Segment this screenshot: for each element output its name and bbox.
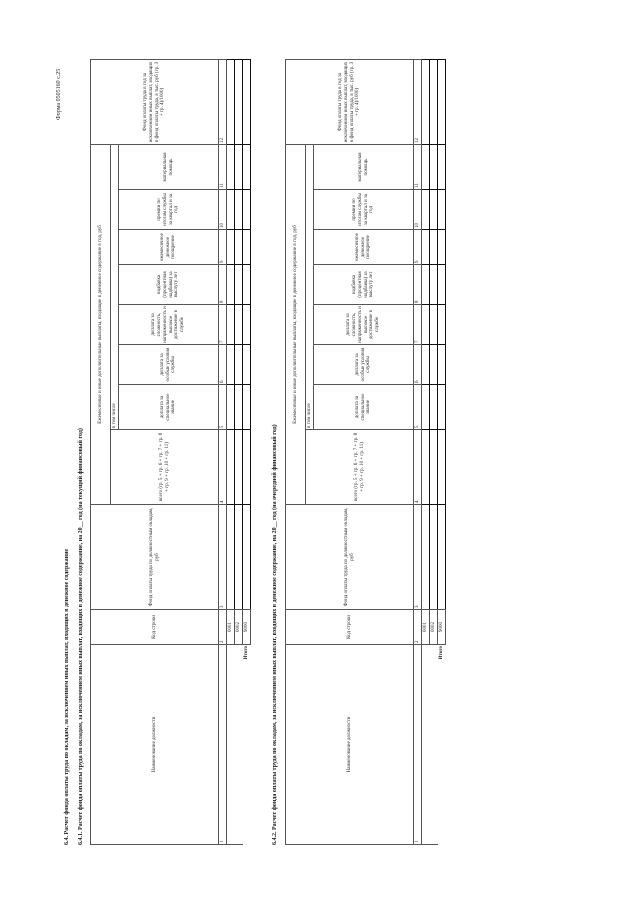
value-cell[interactable] (430, 505, 438, 610)
column-number: 4 (414, 430, 422, 505)
total-value-cell[interactable] (243, 144, 251, 189)
column-number: 6 (414, 345, 422, 385)
header-annual-fund: Фонд оплаты труда в год за исключением иных выплат, входящих в фонд оплаты труда, в тыс. руб (гр. 3 + гр. 4)/1000) (286, 59, 414, 144)
total-value-cell[interactable] (243, 345, 251, 385)
value-cell[interactable] (227, 430, 235, 505)
header-col-5: доплата за специальное звание (119, 385, 219, 430)
total-value-cell[interactable] (243, 59, 251, 144)
value-cell[interactable] (227, 59, 235, 144)
table-row (227, 59, 235, 844)
value-cell[interactable] (422, 505, 430, 610)
total-value-cell[interactable] (438, 144, 446, 189)
header-col-8: надбавка (процентная надбавка) за выслугу лет (119, 265, 219, 305)
header-col-11: материальная помощь (314, 144, 414, 189)
total-code: 9000 (243, 610, 251, 645)
column-number: 5 (219, 385, 227, 430)
header-additional-payments: Ежемесячные и иные дополнительные выплаты, входящие в денежное содержание в год, руб (286, 144, 306, 504)
value-cell[interactable] (227, 265, 235, 305)
value-cell[interactable] (227, 230, 235, 265)
column-number: 8 (414, 265, 422, 305)
value-cell[interactable] (430, 430, 438, 505)
row-code: 0001 (422, 610, 430, 645)
column-number: 11 (219, 144, 227, 189)
value-cell[interactable] (227, 505, 235, 610)
value-cell[interactable] (430, 265, 438, 305)
position-cell (227, 645, 235, 845)
value-cell[interactable] (422, 190, 430, 230)
header-total: всего (гр. 5 + гр. 6 + гр. 7 + гр. 8 + гр. 9 + гр. 10 + гр. 11) (111, 430, 219, 505)
total-value-cell[interactable] (243, 190, 251, 230)
value-cell[interactable] (235, 265, 243, 305)
section-title: 6.4. Расчет фонда оплаты труда по окладам, за исключением иных выплат, входящих в денежное содержание (64, 548, 70, 845)
total-value-cell[interactable] (243, 505, 251, 610)
total-value-cell[interactable] (438, 230, 446, 265)
value-cell[interactable] (235, 385, 243, 430)
header-col-10: премии по итогам службы за квартал и за год (314, 190, 414, 230)
header-col-9: ежемесячное денежное поощрение (314, 230, 414, 265)
value-cell[interactable] (235, 230, 243, 265)
header-including: в том числе (306, 144, 314, 429)
total-value-cell[interactable] (243, 430, 251, 505)
value-cell[interactable] (235, 305, 243, 345)
total-row (243, 59, 251, 844)
total-label: Итого (438, 646, 444, 660)
header-position: Наименование должности (286, 645, 414, 845)
column-number: 6 (219, 345, 227, 385)
column-number: 7 (219, 305, 227, 345)
total-value-cell[interactable] (438, 345, 446, 385)
table2-title: 6.4.2. Расчет фонда оплаты труда по окладам, за исключением иных выплат, входящих в денежное содержание, на 20__ год (на очередной финансовый год) (272, 424, 278, 845)
value-cell[interactable] (430, 305, 438, 345)
total-value-cell[interactable] (243, 265, 251, 305)
header-col-10: премии по итогам службы за квартал и за год (119, 190, 219, 230)
header-col-9: ежемесячное денежное поощрение (119, 230, 219, 265)
position-cell (235, 645, 243, 845)
header-total: всего (гр. 5 + гр. 6 + гр. 7 + гр. 8 + гр. 9 + гр. 10 + гр. 11) (306, 430, 414, 505)
column-number: 10 (414, 190, 422, 230)
row-code: 0002 (235, 610, 243, 645)
value-cell[interactable] (235, 59, 243, 144)
column-number: 3 (219, 505, 227, 610)
header-including: в том числе (111, 144, 119, 429)
total-value-cell[interactable] (438, 265, 446, 305)
column-number: 11 (414, 144, 422, 189)
total-value-cell[interactable] (438, 430, 446, 505)
total-value-cell[interactable] (243, 385, 251, 430)
value-cell[interactable] (227, 305, 235, 345)
header-col-6: доплата за особые условия службы (314, 345, 414, 385)
value-cell[interactable] (430, 230, 438, 265)
table-row (430, 59, 438, 844)
value-cell[interactable] (235, 144, 243, 189)
row-code: 0001 (227, 610, 235, 645)
salary-fund-table-1 (90, 59, 251, 845)
value-cell[interactable] (227, 190, 235, 230)
value-cell[interactable] (422, 59, 430, 144)
total-code: 9000 (438, 610, 446, 645)
value-cell[interactable] (422, 430, 430, 505)
value-cell[interactable] (430, 385, 438, 430)
value-cell[interactable] (227, 144, 235, 189)
total-value-cell[interactable] (438, 305, 446, 345)
value-cell[interactable] (235, 505, 243, 610)
value-cell[interactable] (430, 144, 438, 189)
column-number: 12 (219, 59, 227, 144)
column-number: 10 (219, 190, 227, 230)
column-number: 9 (414, 230, 422, 265)
position-cell (430, 645, 438, 845)
column-number: 12 (414, 59, 422, 144)
value-cell[interactable] (422, 385, 430, 430)
header-col-6: доплата за особые условия службы (119, 345, 219, 385)
header-annual-fund: Фонд оплаты труда в год за исключением иных выплат, входящих в фонд оплаты труда, в тыс. руб (гр. 3 + гр. 4)/1000) (91, 59, 219, 144)
header-salary-fund: Фонд оплаты труда по должностным окладам, руб (91, 505, 219, 610)
value-cell[interactable] (422, 265, 430, 305)
value-cell[interactable] (235, 190, 243, 230)
value-cell[interactable] (235, 430, 243, 505)
position-cell (422, 645, 430, 845)
value-cell[interactable] (430, 190, 438, 230)
total-row (438, 59, 446, 844)
total-label: Итого (243, 646, 249, 660)
value-cell[interactable] (422, 305, 430, 345)
salary-fund-table-2 (285, 59, 446, 845)
row-code: 0002 (430, 610, 438, 645)
total-value-cell[interactable] (438, 385, 446, 430)
header-col-8: надбавка (процентная надбавка) за выслугу лет (314, 265, 414, 305)
header-col-11: материальная помощь (119, 144, 219, 189)
table-row (235, 59, 243, 844)
total-value-cell[interactable] (438, 59, 446, 144)
total-value-cell[interactable] (438, 190, 446, 230)
header-salary-fund: Фонд оплаты труда по должностным окладам, руб (286, 505, 414, 610)
total-value-cell[interactable] (243, 305, 251, 345)
value-cell[interactable] (227, 345, 235, 385)
column-number: 2 (414, 610, 422, 645)
value-cell[interactable] (422, 345, 430, 385)
header-col-7: доплата за сложность, напряженность и высокое достижение в службе (314, 305, 414, 345)
column-number: 1 (414, 645, 422, 845)
total-value-cell[interactable] (438, 505, 446, 610)
value-cell[interactable] (422, 230, 430, 265)
column-number: 3 (414, 505, 422, 610)
column-number: 5 (414, 385, 422, 430)
header-additional-payments: Ежемесячные и иные дополнительные выплаты, входящие в денежное содержание в год, руб (91, 144, 111, 504)
header-code: Код строки (286, 610, 414, 645)
header-code: Код строки (91, 610, 219, 645)
header-position: Наименование должности (91, 645, 219, 845)
value-cell[interactable] (430, 345, 438, 385)
value-cell[interactable] (422, 144, 430, 189)
value-cell[interactable] (430, 59, 438, 144)
form-label: Форма 0505160 с.25 (56, 68, 62, 120)
value-cell[interactable] (227, 385, 235, 430)
table-row (422, 59, 430, 844)
table1-title: 6.4.1. Расчет фонда оплаты труда по окладам, за исключением иных выплат, входящих в денежное содержание, на 20__ год (на текущий финансовый год) (78, 428, 84, 845)
column-number: 9 (219, 230, 227, 265)
total-value-cell[interactable] (243, 230, 251, 265)
value-cell[interactable] (235, 345, 243, 385)
column-number: 7 (414, 305, 422, 345)
header-col-7: доплата за сложность, напряженность и высокое достижение в службе (119, 305, 219, 345)
column-number: 1 (219, 645, 227, 845)
header-col-5: доплата за специальное звание (314, 385, 414, 430)
column-number: 2 (219, 610, 227, 645)
column-number: 8 (219, 265, 227, 305)
column-number: 4 (219, 430, 227, 505)
